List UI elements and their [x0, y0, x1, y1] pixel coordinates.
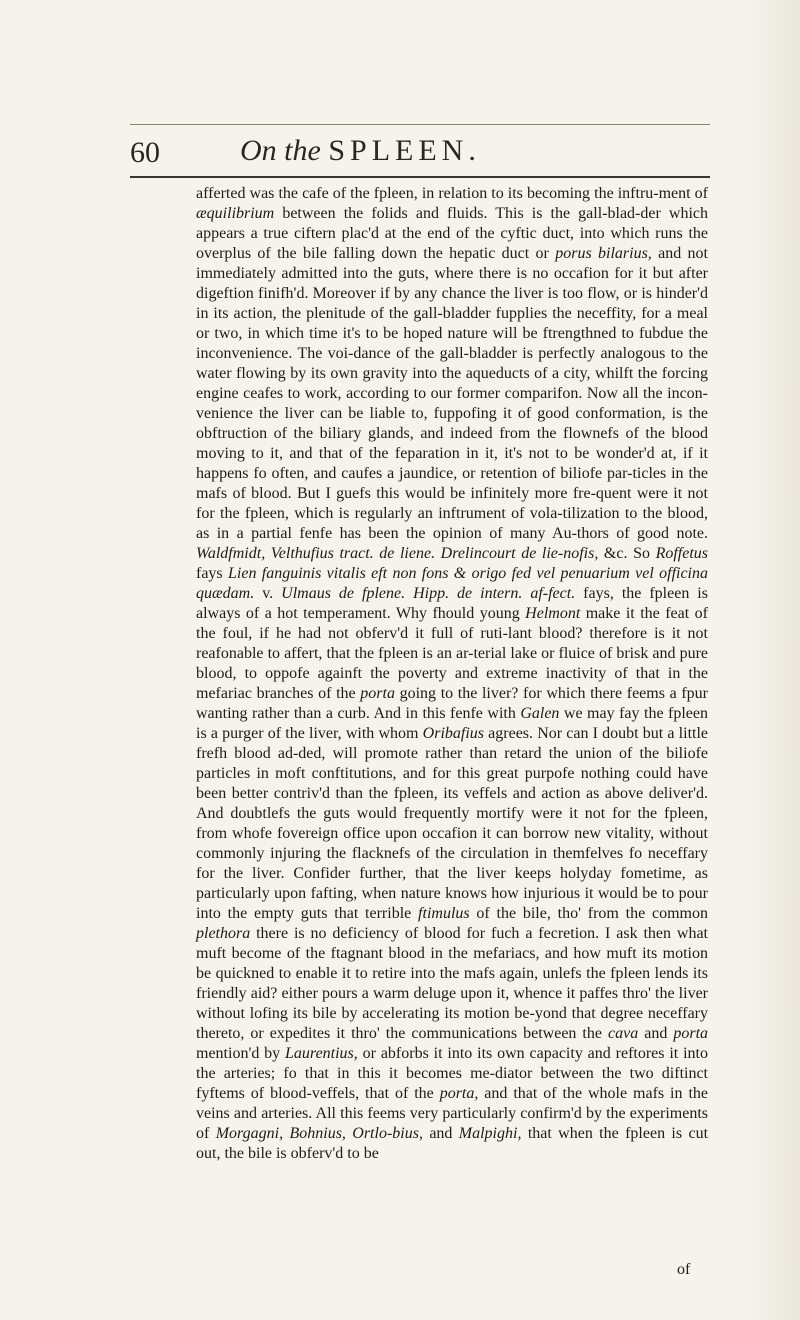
italic-text-run: Laurentius, — [285, 1045, 358, 1062]
text-run: &c. So — [598, 545, 656, 562]
running-title-italic: On the — [240, 134, 321, 167]
italic-text-run: porus bilarius, — [555, 245, 652, 262]
italic-text-run: ftimulus — [418, 905, 470, 922]
text-run: or abforbs it into its own capacity and reftores it into the arteries; fo that in this it becomes me-diator between the two diftinct fyftems of blood-veffels, that of the — [196, 1045, 708, 1102]
header-rule — [130, 176, 710, 178]
page-header — [130, 134, 708, 176]
text-run: between the folids and fluids. This is the gall-blad-der which appears a true ciftern plac'd at the end of the cyftic duct, into which runs the overplus of the bile falling down the hepatic duct or — [196, 205, 708, 262]
italic-text-run: porta — [673, 1025, 709, 1042]
text-run: there is no deficiency of blood for fuch a fecretion. I ask then what muft become of the ftagnant blood in the mefariacs, and how muft its motion be quickned to enable it to retire into the mafs again, unlefs the fpleen lends its friendly aid? either pours a warm deluge upon it, whence it paffes thro' the liver without lofing its bile by accelerating its motion be-yond that degree neceffary thereto, or expedites it thro' the communications between the — [196, 925, 708, 1042]
running-title — [240, 134, 481, 168]
italic-text-run: cava — [608, 1025, 639, 1042]
italic-text-run: porta — [360, 685, 395, 702]
italic-text-run: Ulmaus de fplene. Hipp. de intern. af-fect. — [281, 585, 576, 602]
page-edge-shadow — [740, 0, 800, 1320]
text-run: and — [638, 1025, 674, 1042]
catchword: of — [677, 1261, 691, 1278]
italic-text-run: Waldfmidt, Velthufius tract. de liene. Drelincourt de lie-nofis, — [196, 545, 599, 562]
paragraph — [196, 184, 708, 1164]
text-run: agrees. Nor can I doubt but a little frefh blood ad-ded, will promote rather than retard the union of the biliofe particles in moft conftitutions, and for this great purpofe nothing could have been better contriv'd than the fpleen, its veffels and action as above deliver'd. And doubtlefs the guts would frequently mortify were it not for the fpleen, from whofe fovereign office upon occafion it can borrow new vitality, without commonly injuring the flacknefs of the circulation in themfelves fo neceffary for the liver. Confider further, that the liver keeps holyday fometime, as particularly upon fafting, when nature knows how injurious it would be to pour into the empty guts that terrible — [196, 725, 708, 922]
text-run: fays, the fpleen is always of a hot temperament. Why fhould young — [196, 585, 708, 622]
italic-text-run: plethora — [196, 925, 251, 942]
text-run: that when the fpleen is cut out, the bile is obferv'd to be — [196, 1125, 709, 1162]
text-run: and not immediately admitted into the guts, where there is no occafion for it but after digeftion finifh'd. Moreover if by any chance the liver is too flow, or is hinder'd in its action, the plenitude of the gall-bladder fupplies the neceffity, for a meal or two, in which time it's to be hoped nature will be ftrengthned to fubdue the inconvenience. The voi-dance of the gall-bladder is perfectly analogous to the water flowing by its own gravity into the aqueducts of a city, whilft the forcing engine ceafes to work, according to our former comparifon. Now all the incon-venience the liver can be liable to, fuppofing it of good conformation, is the obftruction of the biliary glands, and indeed from the flownefs of the blood moving to it, and that of the feparation in it, it's not to be wonder'd at, if it happens fo often, and caufes a jaundice, or retention of biliofe par-ticles in the mafs of blood. But I guefs this would be infinitely more fre-quent were it not for the fpleen, which is regularly an inftrument of vola-tilization to the blood, as in a partial fenfe has been the opinion of many Au-thors of good note. — [196, 245, 709, 542]
italic-text-run: porta, — [439, 1085, 479, 1102]
body-text — [196, 184, 708, 1164]
text-run: we may fay the fpleen is a purger of the liver, with whom — [196, 705, 708, 742]
top-rule — [130, 124, 710, 125]
text-run: make it the feat of the foul, if he had not obferv'd it full of ruti-lant blood? therefore is it not reafonable to affert, that the fpleen is an ar-terial lake or fluice of brisk and pure blood, to oppofe againft the poverty and extreme inactivity of that in the mefariac branches of the — [196, 605, 708, 702]
italic-text-run: Malpighi, — [458, 1125, 522, 1142]
italic-text-run: Helmont — [525, 605, 581, 622]
running-title-caps: SPLEEN. — [328, 134, 481, 167]
italic-text-run: Galen — [520, 705, 560, 722]
page-number: 60 — [130, 136, 160, 169]
text-run: afferted was the cafe of the fpleen, in relation to its becoming the inftru-ment of — [196, 185, 708, 202]
italic-text-run: Morgagni, Bohnius, Ortlo-bius, — [215, 1125, 423, 1142]
text-run: going to the liver? for which there feems a fpur wanting rather than a curb. And in this fenfe with — [196, 685, 708, 722]
italic-text-run: æquilibrium — [196, 205, 275, 222]
text-run: and that of the whole mafs in the veins and arteries. All this feems very particularly confirm'd by the experiments of — [196, 1085, 708, 1142]
italic-text-run: Oribafius — [422, 725, 484, 742]
italic-text-run: Lien fanguinis vitalis eft non fons & origo fed vel penuarium vel officina quædam. — [196, 565, 709, 602]
text-run: and — [422, 1125, 459, 1142]
text-run: v. — [254, 585, 282, 602]
italic-text-run: Roffetus — [655, 545, 708, 562]
text-run: mention'd by — [196, 1045, 286, 1062]
text-run: of the bile, tho' from the common — [469, 905, 708, 922]
text-run: fays — [196, 565, 228, 582]
